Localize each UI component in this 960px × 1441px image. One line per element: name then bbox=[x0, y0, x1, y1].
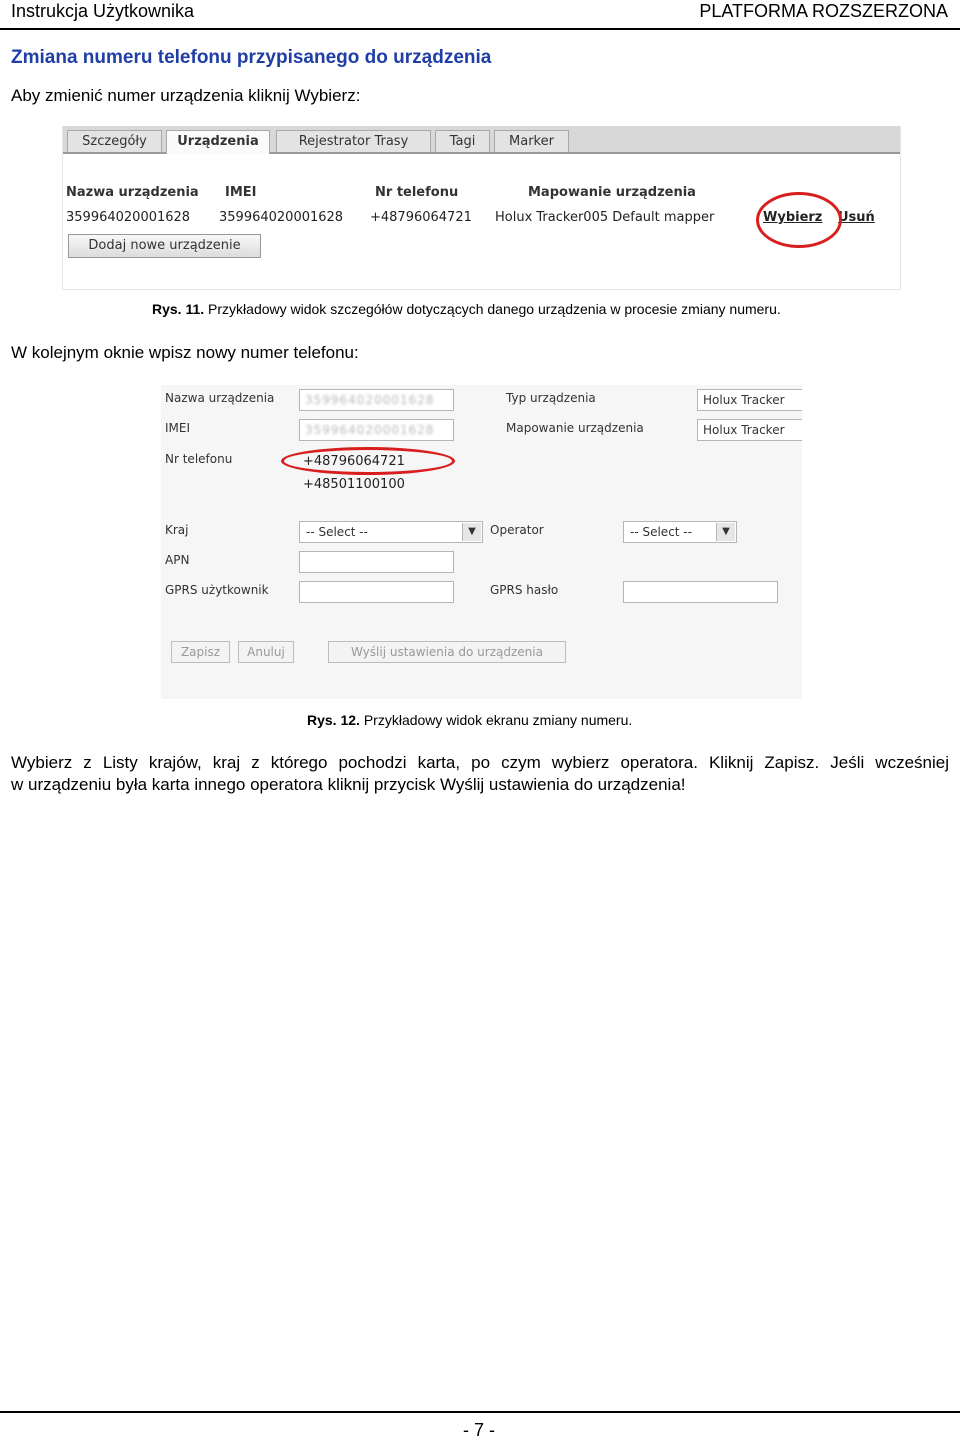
country-select[interactable] bbox=[299, 521, 483, 543]
header-rule bbox=[0, 28, 960, 30]
figure1-caption-number: Rys. 11. bbox=[152, 301, 205, 317]
tab-bar bbox=[63, 126, 900, 154]
figure1-caption-text: Przykładowy widok szczegółów dotyczących danego urządzenia w procesie zmiany numeru. bbox=[204, 301, 781, 317]
figure2-caption-text: Przykładowy widok ekranu zmiany numeru. bbox=[359, 712, 633, 728]
delete-link[interactable]: Usuń bbox=[838, 210, 875, 225]
chevron-down-icon: ▼ bbox=[462, 523, 481, 541]
device-name-field[interactable] bbox=[299, 389, 454, 411]
label-phone: Nr telefonu bbox=[165, 452, 233, 466]
send-settings-button[interactable]: Wyślij ustawienia do urządzenia bbox=[328, 641, 566, 663]
label-device-type: Typ urządzenia bbox=[506, 391, 596, 405]
save-button[interactable]: Zapisz bbox=[171, 641, 230, 663]
imei-value: 359964020001628 bbox=[305, 423, 435, 437]
tab-devices[interactable]: Urządzenia bbox=[166, 130, 270, 154]
instructions-line-2: w urządzeniu była karta innego operatora kliknij przycisk Wyślij ustawienia do urządzenia! bbox=[11, 775, 686, 794]
figure-device-list bbox=[62, 126, 901, 290]
label-operator: Operator bbox=[490, 523, 544, 537]
col-header-mapping: Mapowanie urządzenia bbox=[528, 185, 696, 200]
cell-mapping: Holux Tracker005 Default mapper bbox=[495, 210, 715, 225]
phone2-value: +48501100100 bbox=[303, 477, 405, 492]
label-country: Kraj bbox=[165, 523, 189, 537]
label-gprs-user: GPRS użytkownik bbox=[165, 583, 269, 597]
tab-tags[interactable]: Tagi bbox=[435, 130, 490, 152]
apn-field[interactable] bbox=[299, 551, 454, 573]
col-header-name: Nazwa urządzenia bbox=[66, 185, 199, 200]
add-device-button[interactable]: Dodaj nowe urządzenie bbox=[68, 234, 261, 258]
phone-highlight-circle bbox=[281, 447, 455, 475]
label-device-name: Nazwa urządzenia bbox=[165, 391, 275, 405]
country-select-value: -- Select -- bbox=[306, 525, 368, 539]
figure1-caption bbox=[152, 301, 781, 317]
label-gprs-password: GPRS hasło bbox=[490, 583, 559, 597]
col-header-phone: Nr telefonu bbox=[375, 185, 459, 200]
section-title: Zmiana numeru telefonu przypisanego do urządzenia bbox=[11, 47, 492, 68]
device-name-value: 359964020001628 bbox=[305, 393, 435, 407]
cell-phone: +48796064721 bbox=[370, 210, 472, 225]
operator-select-value: -- Select -- bbox=[630, 525, 692, 539]
page-number: - 7 - bbox=[463, 1420, 496, 1440]
gprs-user-field[interactable] bbox=[299, 581, 454, 603]
label-apn: APN bbox=[165, 553, 190, 567]
label-mapping: Mapowanie urządzenia bbox=[506, 421, 644, 435]
imei-field[interactable] bbox=[299, 419, 454, 441]
figure2-caption-number: Rys. 12. bbox=[307, 712, 360, 728]
mapping-field[interactable]: Holux Tracker bbox=[697, 419, 802, 441]
instructions-line-1: Wybierz z Listy krajów, kraj z którego pochodzi karta, po czym wybierz operatora. Kliknij Zapisz. Jeśli wcześniej bbox=[11, 753, 949, 772]
chevron-down-icon: ▼ bbox=[716, 523, 735, 541]
col-header-imei: IMEI bbox=[225, 185, 257, 200]
cancel-button[interactable]: Anuluj bbox=[238, 641, 294, 663]
device-type-field[interactable]: Holux Tracker bbox=[697, 389, 802, 411]
figure-edit-form bbox=[161, 385, 802, 699]
second-paragraph: W kolejnym oknie wpisz nowy numer telefonu: bbox=[11, 343, 359, 362]
tab-details[interactable]: Szczegóły bbox=[67, 130, 162, 152]
intro-paragraph: Aby zmienić numer urządzenia kliknij Wybierz: bbox=[11, 86, 361, 105]
select-link[interactable]: Wybierz bbox=[763, 210, 823, 225]
cell-device-name: 359964020001628 bbox=[66, 210, 191, 225]
header-platform: PLATFORMA ROZSZERZONA bbox=[699, 1, 948, 21]
footer-rule bbox=[0, 1411, 960, 1413]
gprs-password-field[interactable] bbox=[623, 581, 778, 603]
label-imei: IMEI bbox=[165, 421, 191, 435]
cell-imei: 359964020001628 bbox=[219, 210, 344, 225]
tab-track-recorder[interactable]: Rejestrator Trasy bbox=[276, 130, 431, 152]
phone-value[interactable]: +48796064721 bbox=[303, 454, 405, 469]
header-doc-title: Instrukcja Użytkownika bbox=[11, 1, 195, 21]
figure2-caption bbox=[307, 712, 632, 728]
operator-select[interactable] bbox=[623, 521, 737, 543]
tab-marker[interactable]: Marker bbox=[494, 130, 569, 152]
highlight-circle bbox=[756, 192, 842, 248]
